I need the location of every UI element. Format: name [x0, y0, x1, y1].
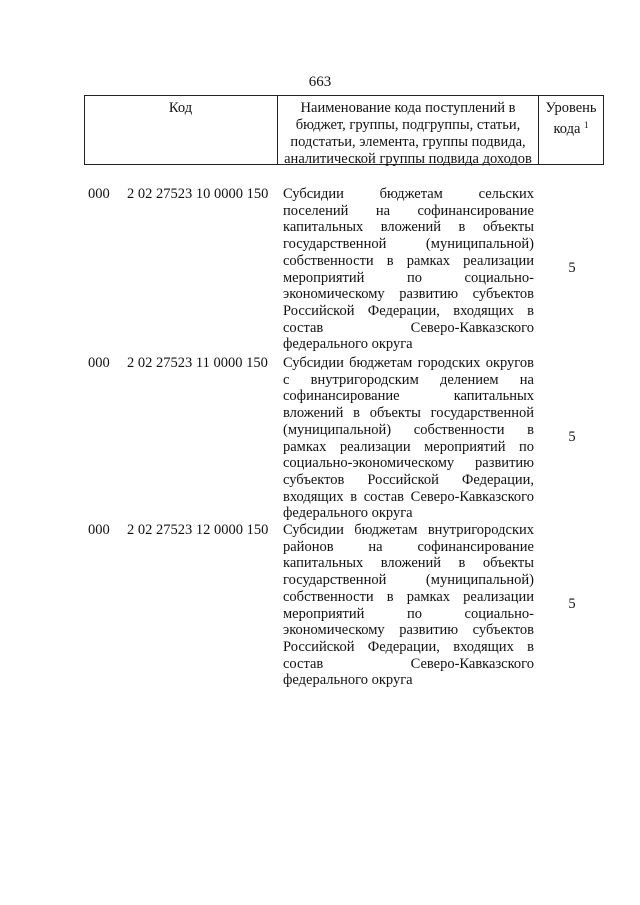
- row-description: Субсидии бюджетам городских округов с внутригородским делением на софинансирование капитальных вложений в объекты государственной (муниципальной) собственности в рамках реализации мероприятий по социально-экономическому развитию субъектов Российской Федерации, входящих в состав Северо-Кавказского федерального округа: [283, 355, 534, 522]
- footnote-mark: 1: [584, 120, 589, 130]
- row-description: Субсидии бюджетам внутригородских районов на софинансирование капитальных вложений в объекты государственной (муниципальной) собственности в рамках реализации мероприятий по социально-экономическому развитию субъектов Российской Федерации, входящих в состав Северо-Кавказского федерального округа: [283, 522, 534, 689]
- header-divider: [277, 96, 278, 164]
- row-code: 2 02 27523 10 0000 150: [127, 186, 269, 202]
- table-header: [84, 95, 604, 165]
- header-level-line1: Уровень: [545, 100, 597, 116]
- row-code: 2 02 27523 12 0000 150: [127, 522, 269, 538]
- row-description: Субсидии бюджетам сельских поселений на софинансирование капитальных вложений в объекты государственной (муниципальной) собственности в рамках реализации мероприятий по социально-экономическому развитию субъектов Российской Федерации, входящих в состав Северо-Кавказского федерального округа: [283, 186, 534, 353]
- row-prefix: 000: [88, 355, 110, 371]
- header-level: [538, 100, 604, 138]
- row-prefix: 000: [88, 522, 110, 538]
- row-level: 5: [568, 596, 576, 612]
- header-code: Код: [168, 100, 193, 116]
- row-level: 5: [568, 429, 576, 445]
- row-level: 5: [568, 260, 576, 276]
- row-prefix: 000: [88, 186, 110, 202]
- header-level-line2: кода: [553, 121, 581, 137]
- header-name: Наименование кода поступлений в бюджет, группы, подгруппы, статьи, подстатьи, элемента, группы подвида, аналитической группы подвида доходов: [284, 100, 532, 167]
- row-code: 2 02 27523 11 0000 150: [127, 355, 268, 371]
- page-number: 663: [308, 74, 332, 90]
